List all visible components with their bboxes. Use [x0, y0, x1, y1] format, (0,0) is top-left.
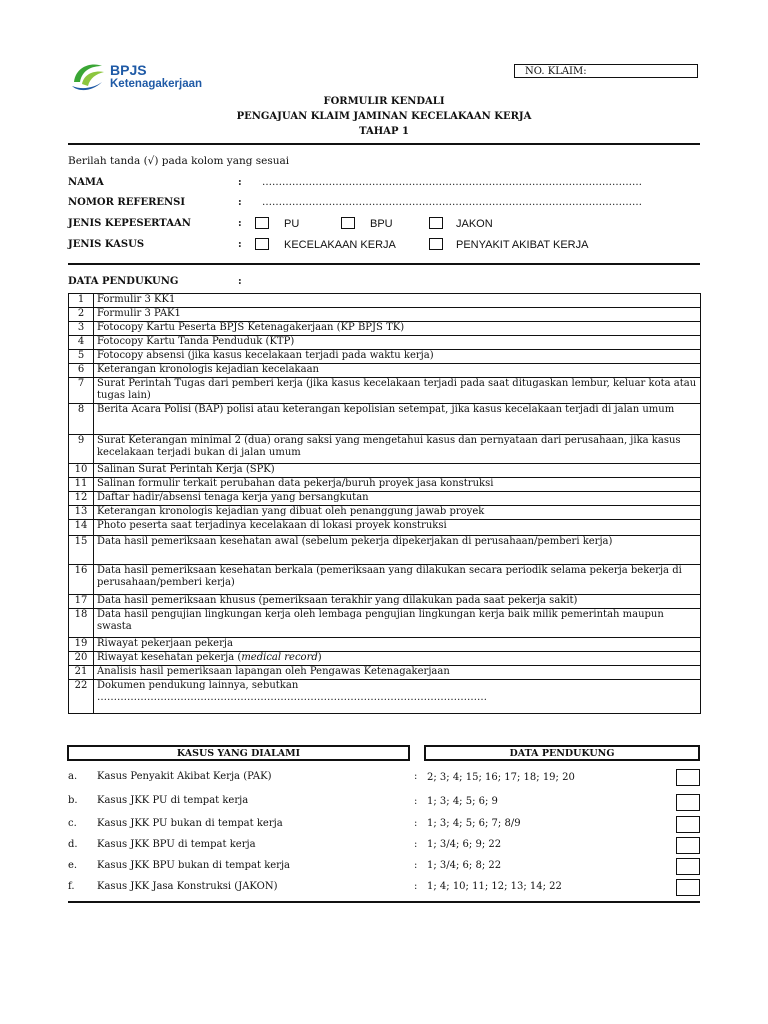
doc-number: 10	[69, 464, 94, 478]
doc-text: Data hasil pemeriksaan khusus (pemeriksaan terakhir yang dilakukan pada saat pekerja sakit)	[94, 595, 701, 609]
case-checkbox[interactable]	[676, 794, 700, 811]
colon: :	[238, 276, 242, 287]
doc-number: 8	[69, 404, 94, 435]
doc-number: 19	[69, 638, 94, 652]
checkbox-bpu[interactable]	[341, 217, 355, 229]
medical-record-italic: medical record	[241, 652, 318, 663]
divider-top	[68, 143, 700, 145]
table-row	[69, 609, 701, 638]
nama-label: NAMA	[68, 177, 104, 188]
doc-text: Berita Acara Polisi (BAP) polisi atau keterangan kepolisian setempat, jika kasus kecelakaan terjadi di jalan umum	[94, 404, 701, 435]
doc-number: 17	[69, 595, 94, 609]
logo-subtitle: Ketenagakerjaan	[110, 78, 203, 90]
table-row	[69, 536, 701, 565]
divider-middle	[68, 263, 700, 265]
logo-brand: BPJS	[110, 62, 147, 78]
bpjs-logo-icon	[68, 60, 108, 94]
doc-text: Fotocopy absensi (jika kasus kecelakaan terjadi pada waktu kerja)	[94, 350, 701, 364]
doc-number: 14	[69, 520, 94, 536]
case-checkbox[interactable]	[676, 816, 700, 833]
case-docs: 1; 3; 4; 5; 6; 9	[427, 796, 498, 807]
doc-number: 18	[69, 609, 94, 638]
checkbox-pu[interactable]	[255, 217, 269, 229]
case-letter: c.	[68, 818, 77, 829]
doc-text: Surat Perintah Tugas dari pemberi kerja (jika kasus kecelakaan terjadi pada saat ditugaskan lembur, keluar kota atau tugas lain)	[94, 378, 701, 404]
doc-text-line: Dokumen pendukung lainnya, sebutkan	[97, 680, 299, 691]
doc-text: Data hasil pemeriksaan kesehatan berkala (pemeriksaan yang dilakukan secara periodik selama pekerja bekerja di perusahaan/pemberi kerja)	[94, 565, 701, 595]
divider-bottom	[68, 901, 700, 903]
jenis-kasus-label: JENIS KASUS	[68, 239, 145, 250]
table-row	[69, 506, 701, 520]
case-checkbox[interactable]	[676, 837, 700, 854]
doc-text: Formulir 3 PAK1	[94, 308, 701, 322]
case-name: Kasus Penyakit Akibat Kerja (PAK)	[97, 771, 272, 782]
doc-number: 13	[69, 506, 94, 520]
doc-text: Salinan Surat Perintah Kerja (SPK)	[94, 464, 701, 478]
option-pu-label: PU	[284, 218, 300, 230]
colon: :	[238, 197, 242, 208]
doc-number: 16	[69, 565, 94, 595]
case-name: Kasus JKK PU di tempat kerja	[97, 795, 249, 806]
case-letter: b.	[68, 795, 78, 806]
data-pendukung-label: DATA PENDUKUNG	[68, 276, 179, 287]
doc-text: Fotocopy Kartu Peserta BPJS Ketenagakerjaan (KP BPJS TK)	[94, 322, 701, 336]
kasus-header: KASUS YANG DIALAMI	[67, 745, 410, 761]
option-jakon-label: JAKON	[456, 218, 493, 230]
nama-input[interactable]: ……………………………………………………………………………………………………	[262, 177, 642, 188]
table-row	[69, 322, 701, 336]
doc-text: Salinan formulir terkait perubahan data pekerja/buruh proyek jasa konstruksi	[94, 478, 701, 492]
case-letter: e.	[68, 860, 78, 871]
doc-number: 20	[69, 652, 94, 666]
case-docs: 1; 3/4; 6; 8; 22	[427, 860, 502, 871]
doc-text: Data hasil pemeriksaan kesehatan awal (sebelum pekerja dipekerjakan di perusahaan/pemberi kerja)	[94, 536, 701, 565]
form-title-line-3: TAHAP 1	[359, 126, 409, 137]
doc-number: 22	[69, 680, 94, 714]
case-checkbox[interactable]	[676, 858, 700, 875]
doc-text: Data hasil pengujian lingkungan kerja oleh lembaga pengujian lingkungan kerja baik milik pemerintah maupun swasta	[94, 609, 701, 638]
doc-text: Surat Keterangan minimal 2 (dua) orang saksi yang mengetahui kasus dan pernyataan dari perusahaan, jika kasus kecelakaan terjadi bukan di jalan umum	[94, 435, 701, 464]
doc-number: 3	[69, 322, 94, 336]
case-name: Kasus JKK Jasa Konstruksi (JAKON)	[97, 881, 278, 892]
case-letter: f.	[68, 881, 75, 892]
doc-text: Photo peserta saat terjadinya kecelakaan di lokasi proyek konstruksi	[94, 520, 701, 536]
colon: :	[414, 771, 418, 782]
doc-number: 21	[69, 666, 94, 680]
table-row	[69, 404, 701, 435]
case-name: Kasus JKK BPU bukan di tempat kerja	[97, 860, 291, 871]
doc-text: Riwayat kesehatan pekerja (medical record)	[94, 652, 701, 666]
doc-number: 2	[69, 308, 94, 322]
checkbox-kecelakaan-kerja[interactable]	[255, 238, 269, 250]
table-row	[69, 350, 701, 364]
table-row	[69, 478, 701, 492]
table-row	[69, 336, 701, 350]
case-name: Kasus JKK BPU di tempat kerja	[97, 839, 256, 850]
doc-text: Keterangan kronologis kejadian kecelakaan	[94, 364, 701, 378]
doc-number: 6	[69, 364, 94, 378]
doc-number: 15	[69, 536, 94, 565]
doc-number: 7	[69, 378, 94, 404]
table-row	[69, 666, 701, 680]
instruction-text: Berilah tanda (√) pada kolom yang sesuai	[68, 155, 290, 167]
nomor-referensi-label: NOMOR REFERENSI	[68, 197, 186, 208]
doc-number: 9	[69, 435, 94, 464]
table-row	[69, 565, 701, 595]
form-title-line-1: FORMULIR KENDALI	[323, 96, 445, 107]
doc-text: Formulir 3 KK1	[94, 294, 701, 308]
doc-text: Riwayat pekerjaan pekerja	[94, 638, 701, 652]
doc-text: Fotocopy Kartu Tanda Penduduk (KTP)	[94, 336, 701, 350]
colon: :	[414, 860, 418, 871]
case-letter: d.	[68, 839, 78, 850]
case-checkbox[interactable]	[676, 879, 700, 896]
table-row	[69, 680, 701, 714]
bpjs-logo	[68, 60, 238, 100]
colon: :	[238, 177, 242, 188]
doc-text: Analisis hasil pemeriksaan lapangan oleh Pengawas Ketenagakerjaan	[94, 666, 701, 680]
colon: :	[238, 218, 242, 229]
case-letter: a.	[68, 771, 78, 782]
no-klaim-field[interactable]: NO. KLAIM:	[514, 64, 698, 78]
table-row	[69, 435, 701, 464]
jenis-kepesertaan-label: JENIS KEPESERTAAN	[68, 218, 191, 229]
doc-number: 1	[69, 294, 94, 308]
option-bpu-label: BPU	[370, 218, 393, 230]
case-docs: 2; 3; 4; 15; 16; 17; 18; 19; 20	[427, 772, 575, 783]
doc-text	[94, 680, 701, 714]
table-row	[69, 378, 701, 404]
case-name: Kasus JKK PU bukan di tempat kerja	[97, 818, 283, 829]
table-row	[69, 308, 701, 322]
doc-number: 5	[69, 350, 94, 364]
documents-table	[68, 293, 701, 714]
doc-number: 12	[69, 492, 94, 506]
doc-text: Keterangan kronologis kejadian yang dibuat oleh penanggung jawab proyek	[94, 506, 701, 520]
table-row	[69, 294, 701, 308]
case-docs: 1; 4; 10; 11; 12; 13; 14; 22	[427, 881, 562, 892]
table-row	[69, 464, 701, 478]
doc-number: 11	[69, 478, 94, 492]
colon: :	[414, 818, 418, 829]
checkbox-jakon[interactable]	[429, 217, 443, 229]
case-checkbox[interactable]	[676, 769, 700, 786]
doc-text: Daftar hadir/absensi tenaga kerja yang bersangkutan	[94, 492, 701, 506]
colon: :	[414, 796, 418, 807]
table-row	[69, 638, 701, 652]
table-row	[69, 520, 701, 536]
table-row	[69, 652, 701, 666]
colon: :	[414, 881, 418, 892]
checkbox-penyakit-akibat-kerja[interactable]	[429, 238, 443, 250]
option-kecelakaan-kerja-label: KECELAKAAN KERJA	[284, 239, 396, 251]
form-title-line-2: PENGAJUAN KLAIM JAMINAN KECELAKAAN KERJA	[236, 111, 532, 122]
nomor-referensi-input[interactable]: ……………………………………………………………………………………………………	[262, 197, 642, 208]
table-row	[69, 364, 701, 378]
table-row	[69, 492, 701, 506]
option-penyakit-akibat-kerja-label: PENYAKIT AKIBAT KERJA	[456, 239, 589, 251]
case-docs: 1; 3/4; 6; 9; 22	[427, 839, 502, 850]
table-row	[69, 595, 701, 609]
case-docs: 1; 3; 4; 5; 6; 7; 8/9	[427, 818, 521, 829]
colon: :	[238, 239, 242, 250]
other-docs-input[interactable]: ………………………………………………………………………………………………………	[97, 692, 487, 703]
doc-number: 4	[69, 336, 94, 350]
data-pendukung-header: DATA PENDUKUNG	[424, 745, 700, 761]
colon: :	[414, 839, 418, 850]
